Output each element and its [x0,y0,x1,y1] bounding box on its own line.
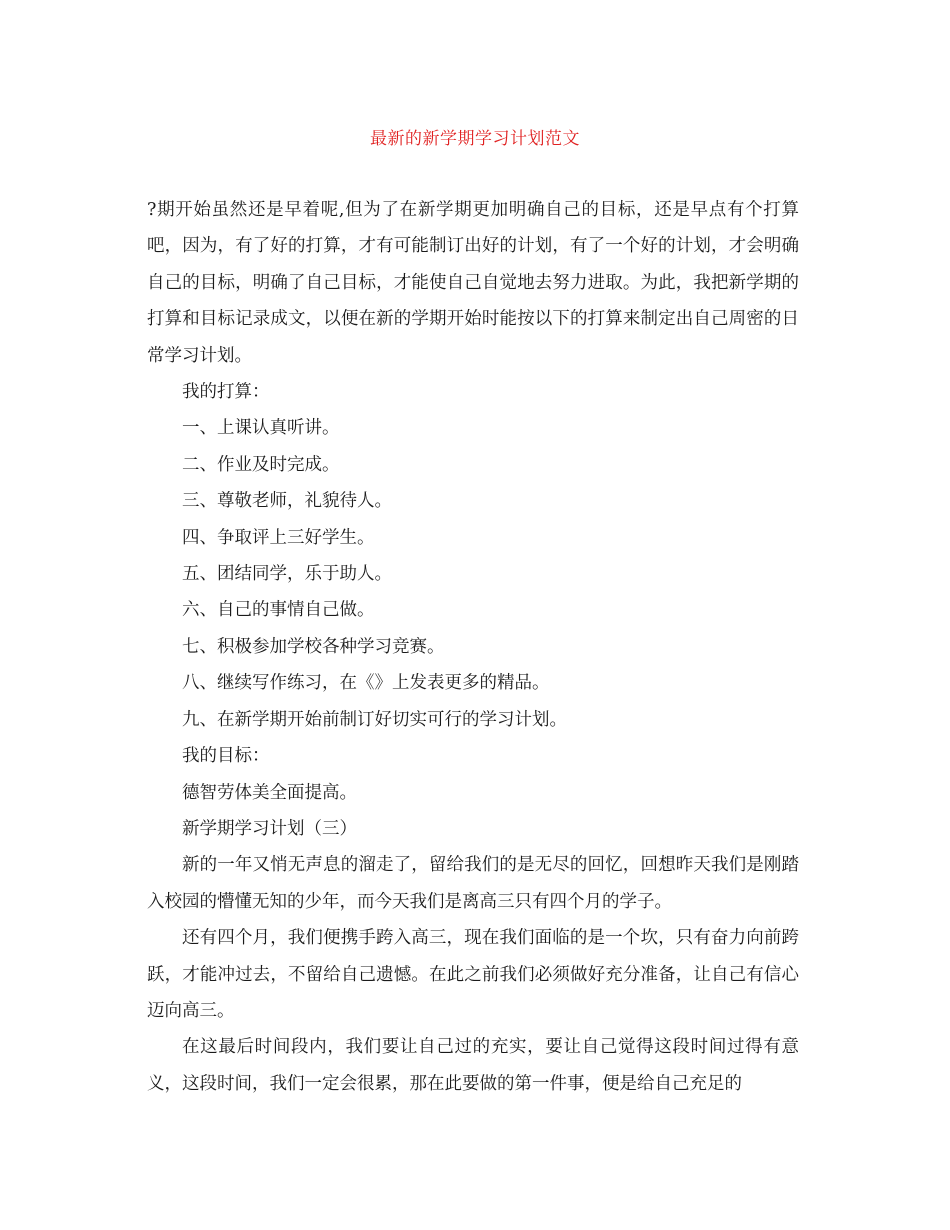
body-paragraph-1: 新的一年又悄无声息的溜走了，留给我们的是无尽的回忆，回想昨天我们是刚踏入校园的懵懂无知的少年，而今天我们是离高三只有四个月的学子。 [147,855,799,912]
body-paragraph-3: 在这最后时间段内，我们要让自己过的充实，要让自己觉得这段时间过得有意义，这段时间，我们一定会很累，那在此要做的第一件事，便是给自己充足的 [147,1037,799,1094]
plan-item-1: 一、上课认真听讲。 [182,418,340,439]
plan-item-7: 七、积极参加学校各种学习竞赛。 [182,636,445,657]
goal-item: 德智劳体美全面提高。 [182,782,357,803]
plan-item-3: 三、尊敬老师，礼貌待人。 [182,491,392,512]
plan-item-8: 八、继续写作练习，在《》上发表更多的精品。 [182,673,550,694]
intro-paragraph: ?期开始虽然还是早着呢,但为了在新学期更加明确自己的目标，还是早点有个打算吧，因为，有了好的打算，才有可能制订出好的计划，有了一个好的计划，才会明确自己的目标，明确了自己目标，才能使自己自觉地去努力进取。为此，我把新学期的打算和目标记录成文，以便在新的学期开始时能按以下的打算来制定出自己周密的日常学习计划。 [147,200,799,366]
document-body [147,192,799,1102]
plans-heading: 我的打算： [182,382,270,403]
plan-item-2: 二、作业及时完成。 [182,454,340,475]
plan-item-6: 六、自己的事情自己做。 [182,600,375,621]
document-title: 最新的新学期学习计划范文 [370,129,580,149]
plan-item-9: 九、在新学期开始前制订好切实可行的学习计划。 [182,709,567,730]
goals-heading: 我的目标： [182,746,270,767]
body-paragraph-2: 还有四个月，我们便携手跨入高三，现在我们面临的是一个坎，只有奋力向前跨跃，才能冲过去，不留给自己遗憾。在此之前我们必须做好充分准备，让自己有信心迈向高三。 [147,928,799,1021]
plan-item-5: 五、团结同学，乐于助人。 [182,564,392,585]
plan-item-4: 四、争取评上三好学生。 [182,527,375,548]
section-heading: 新学期学习计划（三） [182,818,357,839]
